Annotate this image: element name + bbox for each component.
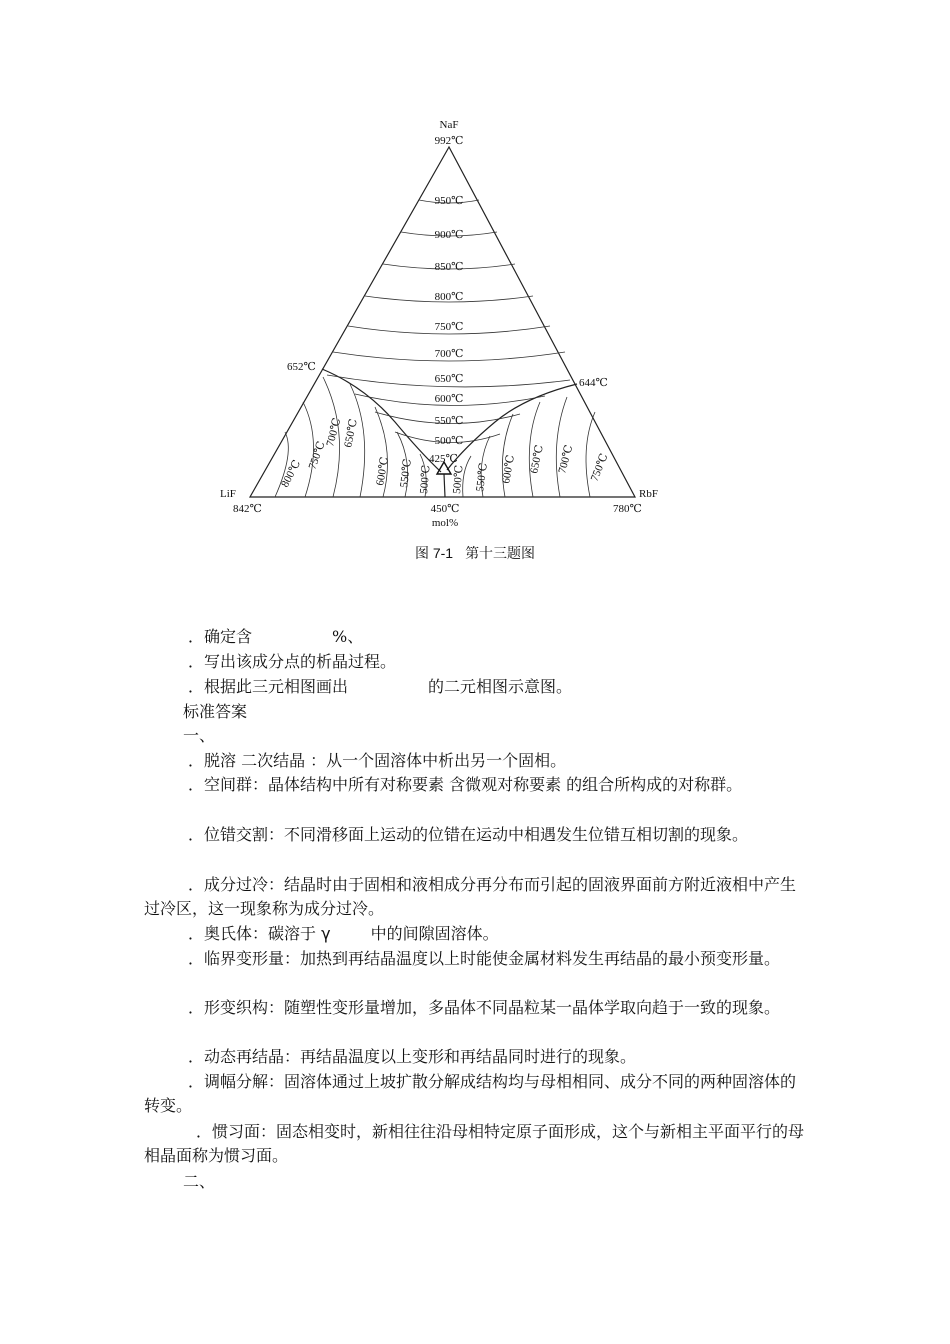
left-isotherm-800: 800℃	[279, 458, 304, 490]
right-isotherm-500: 500℃	[451, 464, 466, 495]
question-1	[188, 625, 363, 649]
isotherm-850: 850℃	[434, 261, 464, 273]
isotherm-700: 700℃	[434, 348, 464, 360]
definition-7-text: ．形变织构：随塑性变形量增加，多晶体不同晶粒某一晶体学取向趋于一致的现象。	[188, 998, 781, 1017]
definition-4	[144, 873, 804, 921]
definition-6	[144, 947, 804, 971]
definition-10	[144, 1120, 804, 1168]
question-2: ．写出该成分点的析晶过程。	[188, 652, 397, 671]
isotherm-900: 900℃	[434, 229, 464, 241]
caption-number: 图 7-1	[414, 545, 454, 561]
definition-10-text: ．惯习面：固态相变时，新相往往沿母相特定原子面形成，这个与新相主平面平行的母相晶面称为惯习面。	[144, 1122, 805, 1165]
ternary-phase-diagram	[215, 112, 675, 542]
section-two-heading: 二、	[183, 1172, 216, 1191]
isotherm-750: 750℃	[434, 321, 464, 333]
definition-7	[144, 996, 804, 1020]
left-isotherm-700: 700℃	[324, 416, 344, 448]
boundary-bottom	[444, 474, 445, 497]
left-isotherm-550: 550℃	[398, 458, 414, 489]
top-temp: 992℃	[434, 135, 464, 147]
definition-3-text: ．位错交割：不同滑移面上运动的位错在运动中相遇发生位错互相切割的现象。	[188, 825, 749, 844]
isotherm-500: 500℃	[434, 435, 464, 447]
bottom-eutectic: 450℃	[430, 503, 460, 515]
question-3	[188, 675, 572, 699]
isotherm-600: 600℃	[434, 393, 464, 405]
figure-caption	[0, 543, 950, 563]
question-1-suffix: %、	[332, 627, 364, 646]
answer-heading: 标准答案	[183, 702, 248, 721]
right-isotherm-550: 550℃	[474, 462, 490, 493]
definition-5	[188, 922, 499, 946]
definition-2	[144, 773, 804, 797]
isotherm-800: 800℃	[434, 291, 464, 303]
definition-4-text: ．成分过冷：结晶时由于固相和液相成分再分布而引起的固液界面前方附近液相中产生过冷区，这一现象称为成分过冷。	[144, 875, 797, 918]
left-temp: 842℃	[233, 503, 262, 515]
right-isotherm-700: 700℃	[556, 443, 576, 475]
right-isotherm-750: 750℃	[588, 451, 611, 484]
left-component: LiF	[220, 488, 236, 500]
gamma-symbol: γ	[321, 924, 331, 943]
left-isotherm-500: 500℃	[418, 464, 433, 495]
isotherm-950: 950℃	[434, 195, 464, 207]
right-temp: 780℃	[613, 503, 642, 515]
caption-title: 第十三题图	[465, 545, 536, 561]
right-isotherm-650: 650℃	[528, 443, 546, 475]
isotherm-labels-top	[435, 195, 464, 447]
right-component: RbF	[639, 488, 658, 500]
definition-2-text: ．空间群：晶体结构中所有对称要素 含微观对称要素 的组合所构成的对称群。	[188, 775, 743, 794]
definition-5-suffix: 中的间隙固溶体。	[370, 924, 499, 943]
definition-8: ．动态再结晶：再结晶温度以上变形和再结晶同时进行的现象。	[188, 1047, 637, 1066]
right-binary-eutectic: 644℃	[579, 377, 608, 389]
right-isotherm-600: 600℃	[500, 454, 517, 485]
definition-1: ．脱溶 二次结晶 ：从一个固溶体中析出另一个固相。	[188, 751, 567, 770]
question-3-suffix: 的二元相图示意图。	[428, 677, 573, 696]
definition-9	[144, 1070, 804, 1118]
left-isotherm-750: 750℃	[306, 439, 328, 472]
top-component: NaF	[439, 119, 459, 131]
definition-5-prefix: ．奥氏体：碳溶于	[188, 924, 317, 943]
section-one-heading: 一、	[183, 726, 216, 745]
left-isotherm-600: 600℃	[374, 456, 391, 487]
question-3-prefix: ．根据此三元相图画出	[188, 677, 349, 696]
left-isotherm-650: 650℃	[342, 417, 360, 449]
isotherm-labels-left	[279, 417, 432, 494]
definition-3	[144, 823, 804, 847]
definition-6-text: ．临界变形量：加热到再结晶温度以上时能使金属材料发生再结晶的最小预变形量。	[188, 949, 781, 968]
left-binary-eutectic: 652℃	[287, 361, 316, 373]
unit-label: mol%	[431, 517, 459, 529]
definition-9-text: ．调幅分解：固溶体通过上坡扩散分解成结构均与母相相同、成分不同的两种固溶体的转变。	[144, 1072, 797, 1115]
isotherm-650: 650℃	[434, 373, 464, 385]
ternary-point-temp: 425℃	[429, 453, 458, 465]
question-1-prefix: ．确定含	[188, 627, 253, 646]
isotherm-550: 550℃	[434, 415, 464, 427]
